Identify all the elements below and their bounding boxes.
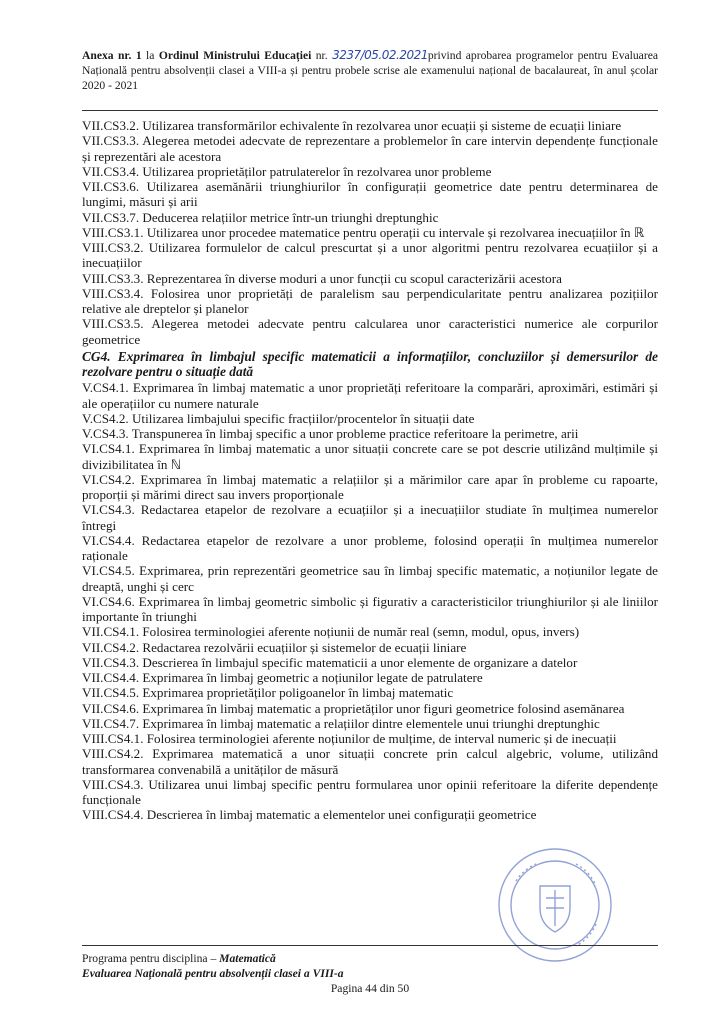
footer-line-1 — [82, 951, 658, 966]
competence-line: VII.CS3.2. Utilizarea transformărilor echivalente în rezolvarea unor ecuații și sisteme de ecuații liniare — [82, 118, 622, 133]
handwritten-order-number: 3237/05.02.2021 — [332, 48, 428, 62]
competence-line: VII.CS3.6. Utilizarea asemănării triunghiurilor în configurații geometrice date pentru determinarea de lungimi, măsuri și arii — [82, 179, 658, 210]
competence-line: VIII.CS3.3. Reprezentarea în diverse moduri a unor funcții cu scopul caracterizării acestora — [82, 270, 562, 286]
document-header — [82, 48, 658, 93]
section-heading: CG4. Exprimarea în limbajul specific matematicii a informațiilor, concluziilor și demersurilor de rezolvare pentru o situație dată — [82, 348, 658, 379]
competence-line: VII.CS4.5. Exprimarea proprietăților poligoanelor în limbaj matematic — [82, 685, 454, 701]
header-rule — [82, 110, 658, 111]
footer-program-label: Programa pentru disciplina – — [82, 952, 220, 965]
footer-exam-name: Evaluarea Națională pentru absolvenții clasei a VIII-a — [82, 967, 344, 980]
competence-line: VII.CS3.4. Utilizarea proprietăților patrulaterelor în rezolvarea unor probleme — [82, 163, 492, 179]
footer-discipline: Matematică — [219, 952, 276, 965]
competence-line: V.CS4.2. Utilizarea limbajului specific fracțiilor/procentelor în situații date — [82, 410, 475, 426]
competence-line: VI.CS4.6. Exprimarea în limbaj geometric simbolic și figurativ a caracteristicilor triunghiurilor și ale liniilor importante în triunghi — [82, 593, 658, 624]
footer-rule — [82, 945, 658, 946]
competence-line: V.CS4.1. Exprimarea în limbaj matematic a unor proprietăți referitoare la comparări, aproximări, estimări și ale operațiilor cu numere naturale — [82, 380, 658, 411]
competence-line: VI.CS4.1. Exprimarea în limbaj matematic a unor situații concrete care se pot descrie utilizând mulțimile și divizibilitatea în ℕ — [82, 441, 658, 472]
competence-line: VI.CS4.4. Redactarea etapelor de rezolvare a unor probleme, folosind operații în mulțimea numerelor raționale — [82, 532, 658, 563]
competence-line: VIII.CS3.2. Utilizarea formulelor de calcul prescurtat și a unor algoritmi pentru rezolvarea ecuațiilor și a inecuațiilor — [82, 240, 658, 271]
header-text: nr. — [311, 49, 333, 62]
competence-line: VIII.CS3.1. Utilizarea unor procedee matematice pentru operații cu intervale și rezolvarea inecuațiilor în ℝ — [82, 224, 645, 240]
header-text: la — [141, 49, 159, 62]
competence-line: VII.CS4.2. Redactarea rezolvării ecuațiilor și sistemelor de ecuații liniare — [82, 639, 467, 655]
document-body — [82, 118, 658, 823]
competence-line: VIII.CS4.4. Descrierea în limbaj matematic a elementelor unei configurații geometrice — [82, 807, 537, 823]
official-stamp-icon — [496, 846, 614, 964]
competence-line: VII.CS4.7. Exprimarea în limbaj matematic a relațiilor dintre elementele unui triunghi dreptunghic — [82, 715, 600, 731]
competence-line: VII.CS4.1. Folosirea terminologiei aferente noțiunii de număr real (semn, modul, opus, invers) — [82, 624, 580, 640]
competence-line: VIII.CS4.3. Utilizarea unui limbaj specific pentru formularea unor opinii referitoare la diferite dependențe funcționale — [82, 776, 658, 807]
competence-line: VII.CS4.4. Exprimarea în limbaj geometric a noțiunilor legate de patrulatere — [82, 670, 483, 685]
order-title: Ordinul Ministrului Educației — [158, 49, 312, 62]
competence-line: VI.CS4.5. Exprimarea, prin reprezentări geometrice sau în limbaj specific matematic, a noțiunilor legate de dreaptă, unghi și cerc — [82, 563, 658, 594]
competence-line: VIII.CS4.2. Exprimarea matematică a unor situații concrete prin calcul algebric, volume, utilizând transformarea convenabilă a unităților de măsură — [82, 746, 658, 777]
competence-line: VII.CS3.7. Deducerea relațiilor metrice într-un triunghi dreptunghic — [82, 209, 439, 225]
competence-line: VIII.CS4.1. Folosirea terminologiei aferente noțiunilor de mulțime, de interval numeric și de inecuații — [82, 731, 617, 746]
page-number: Pagina 44 din 50 — [330, 982, 410, 995]
competence-line: V.CS4.3. Transpunerea în limbaj specific a unor probleme practice referitoare la perimetre, arii — [82, 426, 579, 441]
annex-number: Anexa nr. 1 — [82, 49, 142, 62]
competence-line: VIII.CS3.5. Alegerea metodei adecvate pentru calcularea unor caracteristici numerice ale corpurilor geometrice — [82, 316, 658, 347]
competence-line: VII.CS4.6. Exprimarea în limbaj matematic a proprietăților unor figuri geometrice folosind asemănarea — [82, 700, 625, 716]
competence-line: VIII.CS3.4. Folosirea unor proprietăți de paralelism sau perpendicularitate pentru analizarea pozițiilor relative ale dreptelor și planelor — [82, 285, 658, 316]
header-description: privind aprobarea programelor pentru Evaluarea Națională pentru absolvenții clasei a VIII-a și pentru probele scrise ale examenului național de bacalaureat, în anul școlar 2020 - 2021 — [82, 49, 658, 92]
document-footer — [82, 951, 658, 996]
competence-line: VII.CS4.3. Descrierea în limbajul specific matematicii a unor elemente de organizare a datelor — [82, 654, 578, 670]
competence-line: VI.CS4.3. Redactarea etapelor de rezolvare a ecuațiilor și a inecuațiilor studiate în mulțimea numerelor întregi — [82, 502, 658, 533]
competence-line: VI.CS4.2. Exprimarea în limbaj matematic a relațiilor și a mărimilor care apar în probleme cu rapoarte, proporții și mărimi direct sau invers proporționale — [82, 471, 658, 502]
competence-line: VII.CS3.3. Alegerea metodei adecvate de reprezentare a problemelor în care intervin dependențe funcționale și reprezentări ale acestora — [82, 133, 658, 164]
